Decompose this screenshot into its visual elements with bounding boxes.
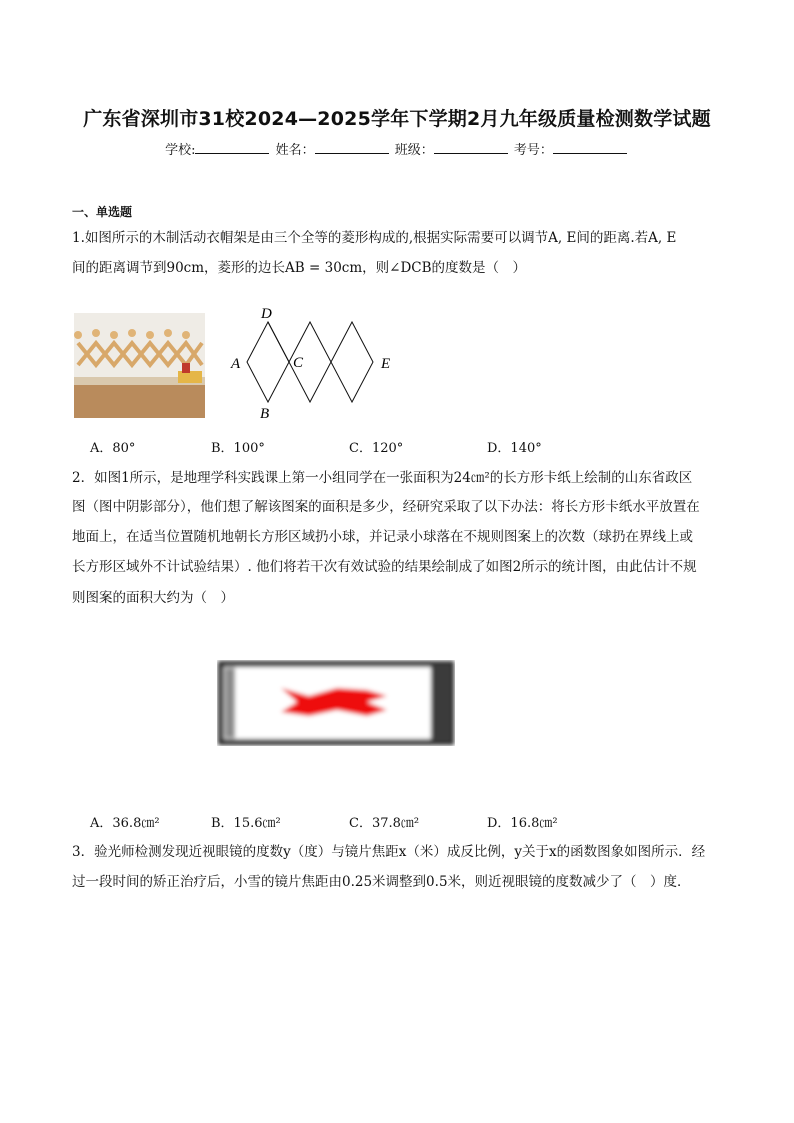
label-d: D	[261, 306, 272, 322]
student-info-line	[0, 139, 794, 158]
q2-option-c[interactable]: C．37.8㎝²	[349, 816, 420, 831]
q1-option-d[interactable]: D．140°	[487, 441, 542, 456]
question-2-line-3: 地面上，在适当位置随机地朝长方形区域扔小球，并记录小球落在不规则图案上的次数（球扔在界线上或	[72, 529, 693, 545]
section-heading: 一、单选题	[72, 205, 133, 219]
question-2-line-1: 2．如图1所示，是地理学科实践课上第一小组同学在一张面积为24㎝²的长方形卡纸上绘制的山东省政区	[72, 470, 693, 486]
name-label: 姓名：	[275, 143, 315, 158]
coat-rack-photo	[74, 313, 205, 418]
q1-option-a[interactable]: A．80°	[90, 441, 136, 456]
question-2-line-2: 图（图中阴影部分），他们想了解该图案的面积是多少，经研究采取了以下办法：将长方形卡纸水平放置在	[72, 499, 700, 515]
question-3-line-2: 过一段时间的矫正治疗后，小雪的镜片焦距由0.25米调整到0.5米，则近视眼镜的度数减少了（ ）度．	[72, 874, 691, 890]
coat-rack-illustration	[74, 313, 205, 418]
exam-no-label: 考号：	[513, 143, 553, 158]
label-e: E	[381, 356, 391, 372]
q1-option-b[interactable]: B．100°	[211, 441, 265, 456]
question-3-line-1: 3．验光师检测发现近视眼镜的度数y（度）与镜片焦距x（米）成反比例，y关于x的函数图象如图所示．经	[72, 844, 706, 860]
school-blank[interactable]	[195, 141, 269, 154]
school-label: 学校:	[165, 143, 196, 158]
q1-option-c[interactable]: C．120°	[349, 441, 404, 456]
blurred-figure-image	[217, 660, 455, 746]
question-2-line-5: 则图案的面积大约为（ ）	[72, 590, 234, 606]
name-blank[interactable]	[315, 141, 389, 154]
rhombus-diagram	[225, 300, 405, 425]
q2-option-a[interactable]: A．36.8㎝²	[90, 816, 160, 831]
label-a: A	[231, 356, 241, 372]
class-blank[interactable]	[434, 141, 508, 154]
document-title: 广东省深圳市31校2024—2025学年下学期2月九年级质量检测数学试题	[83, 108, 711, 130]
question-1-line-2: 间的距离调节到90cm，菱形的边长AB = 30cm，则∠DCB的度数是（ ）	[72, 260, 527, 276]
question-2-line-4: 长方形区域外不计试验结果）. 他们将若干次有效试验的结果绘制成了如图2所示的统计图，由此估计不规	[72, 559, 697, 575]
label-b: B	[260, 406, 270, 422]
q2-option-d[interactable]: D．16.8㎝²	[487, 816, 558, 831]
class-label: 班级：	[394, 143, 434, 158]
question-1-line-1: 1.如图所示的木制活动衣帽架是由三个全等的菱形构成的,根据实际需要可以调节A, E间的距离.若A, E	[72, 230, 677, 246]
q2-option-b[interactable]: B．15.6㎝²	[211, 816, 281, 831]
exam-no-blank[interactable]	[553, 141, 627, 154]
label-c: C	[293, 355, 304, 371]
